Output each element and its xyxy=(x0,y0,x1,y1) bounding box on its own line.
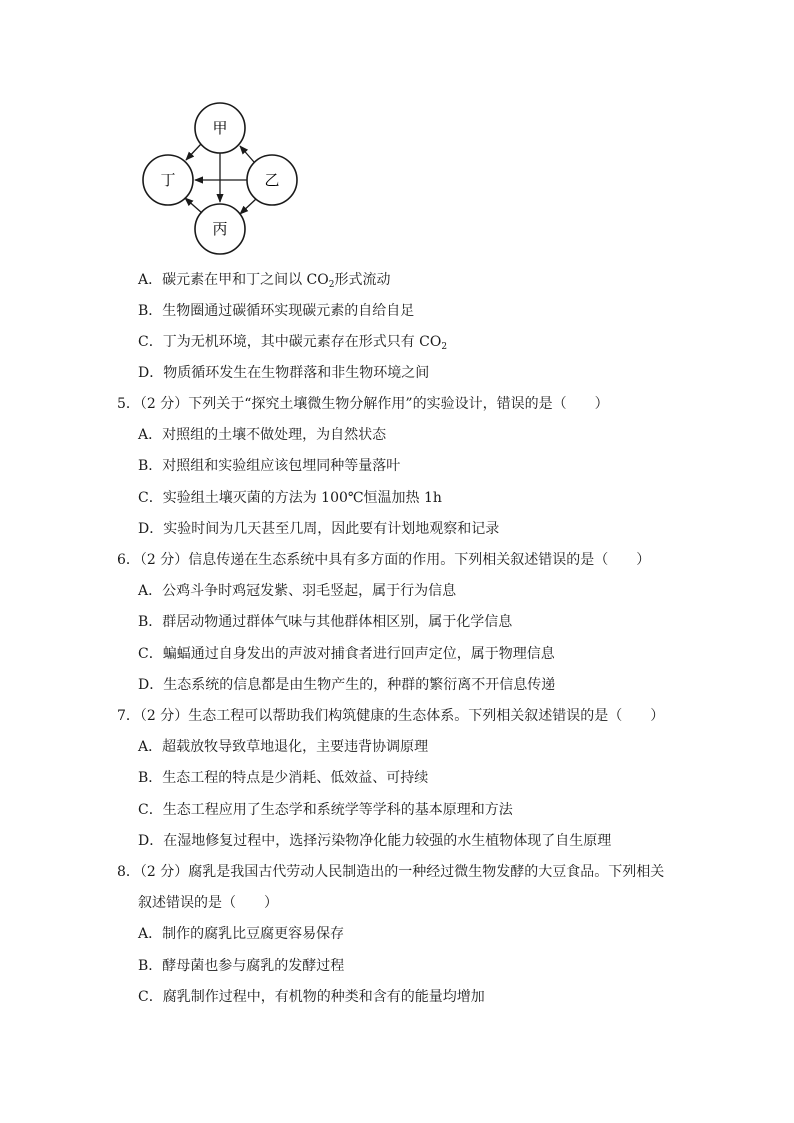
q4-option-d: D．物质循环发生在生物群落和非生物环境之间 xyxy=(138,365,430,381)
q8-option-b: B．酵母菌也参与腐乳的发酵过程 xyxy=(138,958,345,974)
node-jia-label: 甲 xyxy=(212,119,228,137)
q8-option-c: C．腐乳制作过程中，有机物的种类和含有的能量均增加 xyxy=(138,989,485,1005)
q6-option-b: B．群居动物通过群体气味与其他群体相区别，属于化学信息 xyxy=(138,614,513,630)
q7-stem: 7．（2 分）生态工程可以帮助我们构筑健康的生态体系。下列相关叙述错误的是（ ） xyxy=(117,708,665,724)
q4-option-c xyxy=(138,333,447,351)
arrow-jia-to-ding xyxy=(186,144,201,160)
q5-option-c: C．实验组土壤灭菌的方法为 100℃恒温加热 1h xyxy=(138,490,442,506)
q5-option-d: D．实验时间为几天甚至几周，因此要有计划地观察和记录 xyxy=(138,521,500,537)
q7-option-b: B．生态工程的特点是少消耗、低效益、可持续 xyxy=(138,770,429,786)
q8-stem-line1: 8．（2 分）腐乳是我国古代劳动人民制造出的一种经过微生物发酵的大豆食品。下列相关 xyxy=(117,864,665,880)
q4-option-a-text: A．碳元素在甲和丁之间以 CO xyxy=(138,272,329,288)
q7-option-a: A．超载放牧导致草地退化，主要违背协调原理 xyxy=(138,739,429,755)
q8-option-a: A．制作的腐乳比豆腐更容易保存 xyxy=(138,926,345,942)
q6-option-a: A．公鸡斗争时鸡冠发紫、羽毛竖起，属于行为信息 xyxy=(138,583,457,599)
arrow-yi-to-bing xyxy=(240,199,256,214)
q6-stem: 6．（2 分）信息传递在生态系统中具有多方面的作用。下列相关叙述错误的是（ ） xyxy=(117,552,651,568)
q6-option-d: D．生态系统的信息都是由生物产生的，种群的繁衍离不开信息传递 xyxy=(138,677,556,693)
q7-option-d: D．在湿地修复过程中，选择污染物净化能力较强的水生植物体现了自生原理 xyxy=(138,833,612,849)
q5-option-b: B．对照组和实验组应该包埋同种等量落叶 xyxy=(138,458,401,474)
arrow-bing-to-ding xyxy=(185,198,202,213)
q4-option-a-text-end: 形式流动 xyxy=(334,272,391,288)
carbon-cycle-diagram xyxy=(140,100,300,255)
node-ding-label: 丁 xyxy=(160,171,176,189)
subscript: 2 xyxy=(328,280,335,290)
q6-option-c: C．蝙蝠通过自身发出的声波对捕食者进行回声定位，属于物理信息 xyxy=(138,646,555,662)
node-yi-label: 乙 xyxy=(264,171,280,189)
q7-option-c: C．生态工程应用了生态学和系统学等学科的基本原理和方法 xyxy=(138,802,513,818)
q4-option-a xyxy=(138,271,390,289)
q8-stem-line2: 叙述错误的是（ ） xyxy=(138,895,278,911)
q5-option-a: A．对照组的土壤不做处理，为自然状态 xyxy=(138,427,387,443)
q4-option-b: B．生物圈通过碳循环实现碳元素的自给自足 xyxy=(138,303,415,319)
arrow-yi-to-jia xyxy=(240,146,254,162)
q5-stem: 5．（2 分）下列关于“探究土壤微生物分解作用”的实验设计，错误的是（ ） xyxy=(117,396,609,412)
node-bing-label: 丙 xyxy=(212,220,228,238)
subscript: 2 xyxy=(441,342,448,352)
q4-option-c-text: C．丁为无机环境，其中碳元素存在形式只有 CO xyxy=(138,334,442,350)
